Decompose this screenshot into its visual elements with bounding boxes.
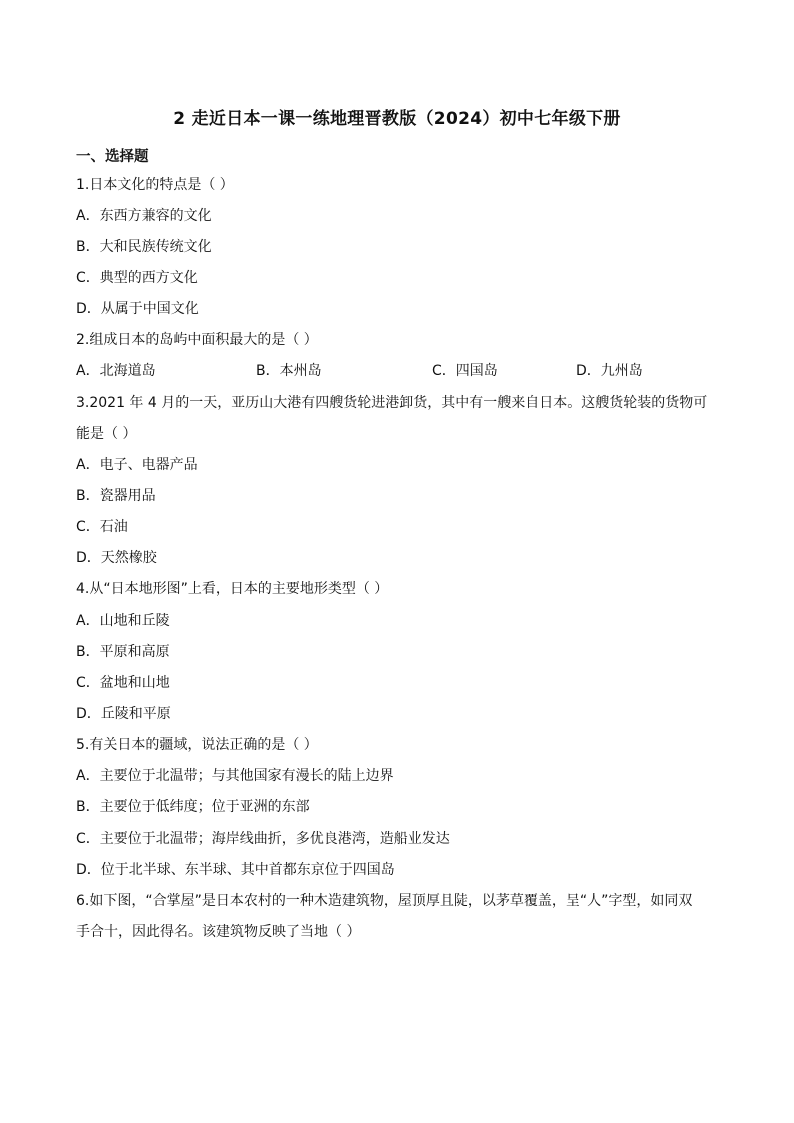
question-1-option-c: C．典型的西方文化	[76, 270, 198, 286]
question-2-option-a: A．北海道岛	[76, 363, 156, 379]
question-4-stem: 4.从“日本地形图”上看，日本的主要地形类型（ ）	[76, 581, 389, 597]
question-5-option-d: D．位于北半球、东半球、其中首都东京位于四国岛	[76, 862, 395, 878]
question-3-option-c: C．石油	[76, 519, 128, 535]
question-2-option-c: C．四国岛	[432, 363, 498, 379]
section-heading: 一、选择题	[76, 149, 149, 165]
question-5-option-a: A．主要位于北温带；与其他国家有漫长的陆上边界	[76, 768, 394, 784]
question-4-option-b: B．平原和高原	[76, 644, 170, 660]
question-1-option-d: D．从属于中国文化	[76, 301, 199, 317]
question-3-stem-line-1: 3.2021 年 4 月的一天，亚历山大港有四艘货轮进港卸货，其中有一艘来自日本。这艘货轮装的货物可	[76, 395, 708, 411]
question-2-option-b: B．本州岛	[256, 363, 322, 379]
question-3-option-b: B．瓷器用品	[76, 488, 156, 504]
question-1-option-a: A．东西方兼容的文化	[76, 208, 212, 224]
question-5-option-b: B．主要位于低纬度；位于亚洲的东部	[76, 799, 310, 815]
question-2-option-d: D．九州岛	[576, 363, 643, 379]
question-6-stem-line-1: 6.如下图，“合掌屋”是日本农村的一种木造建筑物，屋顶厚且陡，以茅草覆盖，呈“人”字型，如同双	[76, 893, 693, 909]
document-title: 2 走近日本一课一练地理晋教版（2024）初中七年级下册	[173, 109, 621, 129]
question-3-option-d: D．天然橡胶	[76, 550, 157, 566]
question-3-stem-line-2: 能是（ ）	[76, 426, 137, 442]
question-5-stem: 5.有关日本的疆域，说法正确的是（ ）	[76, 737, 318, 753]
question-4-option-c: C．盆地和山地	[76, 675, 170, 691]
question-2-stem: 2.组成日本的岛屿中面积最大的是（ ）	[76, 332, 318, 348]
question-4-option-d: D．丘陵和平原	[76, 706, 171, 722]
question-6-stem-line-2: 手合十，因此得名。该建筑物反映了当地（ ）	[76, 924, 361, 940]
question-2-options-row	[76, 361, 736, 381]
question-4-option-a: A．山地和丘陵	[76, 613, 170, 629]
question-1-option-b: B．大和民族传统文化	[76, 239, 212, 255]
question-5-option-c: C．主要位于北温带；海岸线曲折，多优良港湾，造船业发达	[76, 831, 450, 847]
question-3-option-a: A．电子、电器产品	[76, 457, 198, 473]
question-1-stem: 1.日本文化的特点是（ ）	[76, 177, 234, 193]
